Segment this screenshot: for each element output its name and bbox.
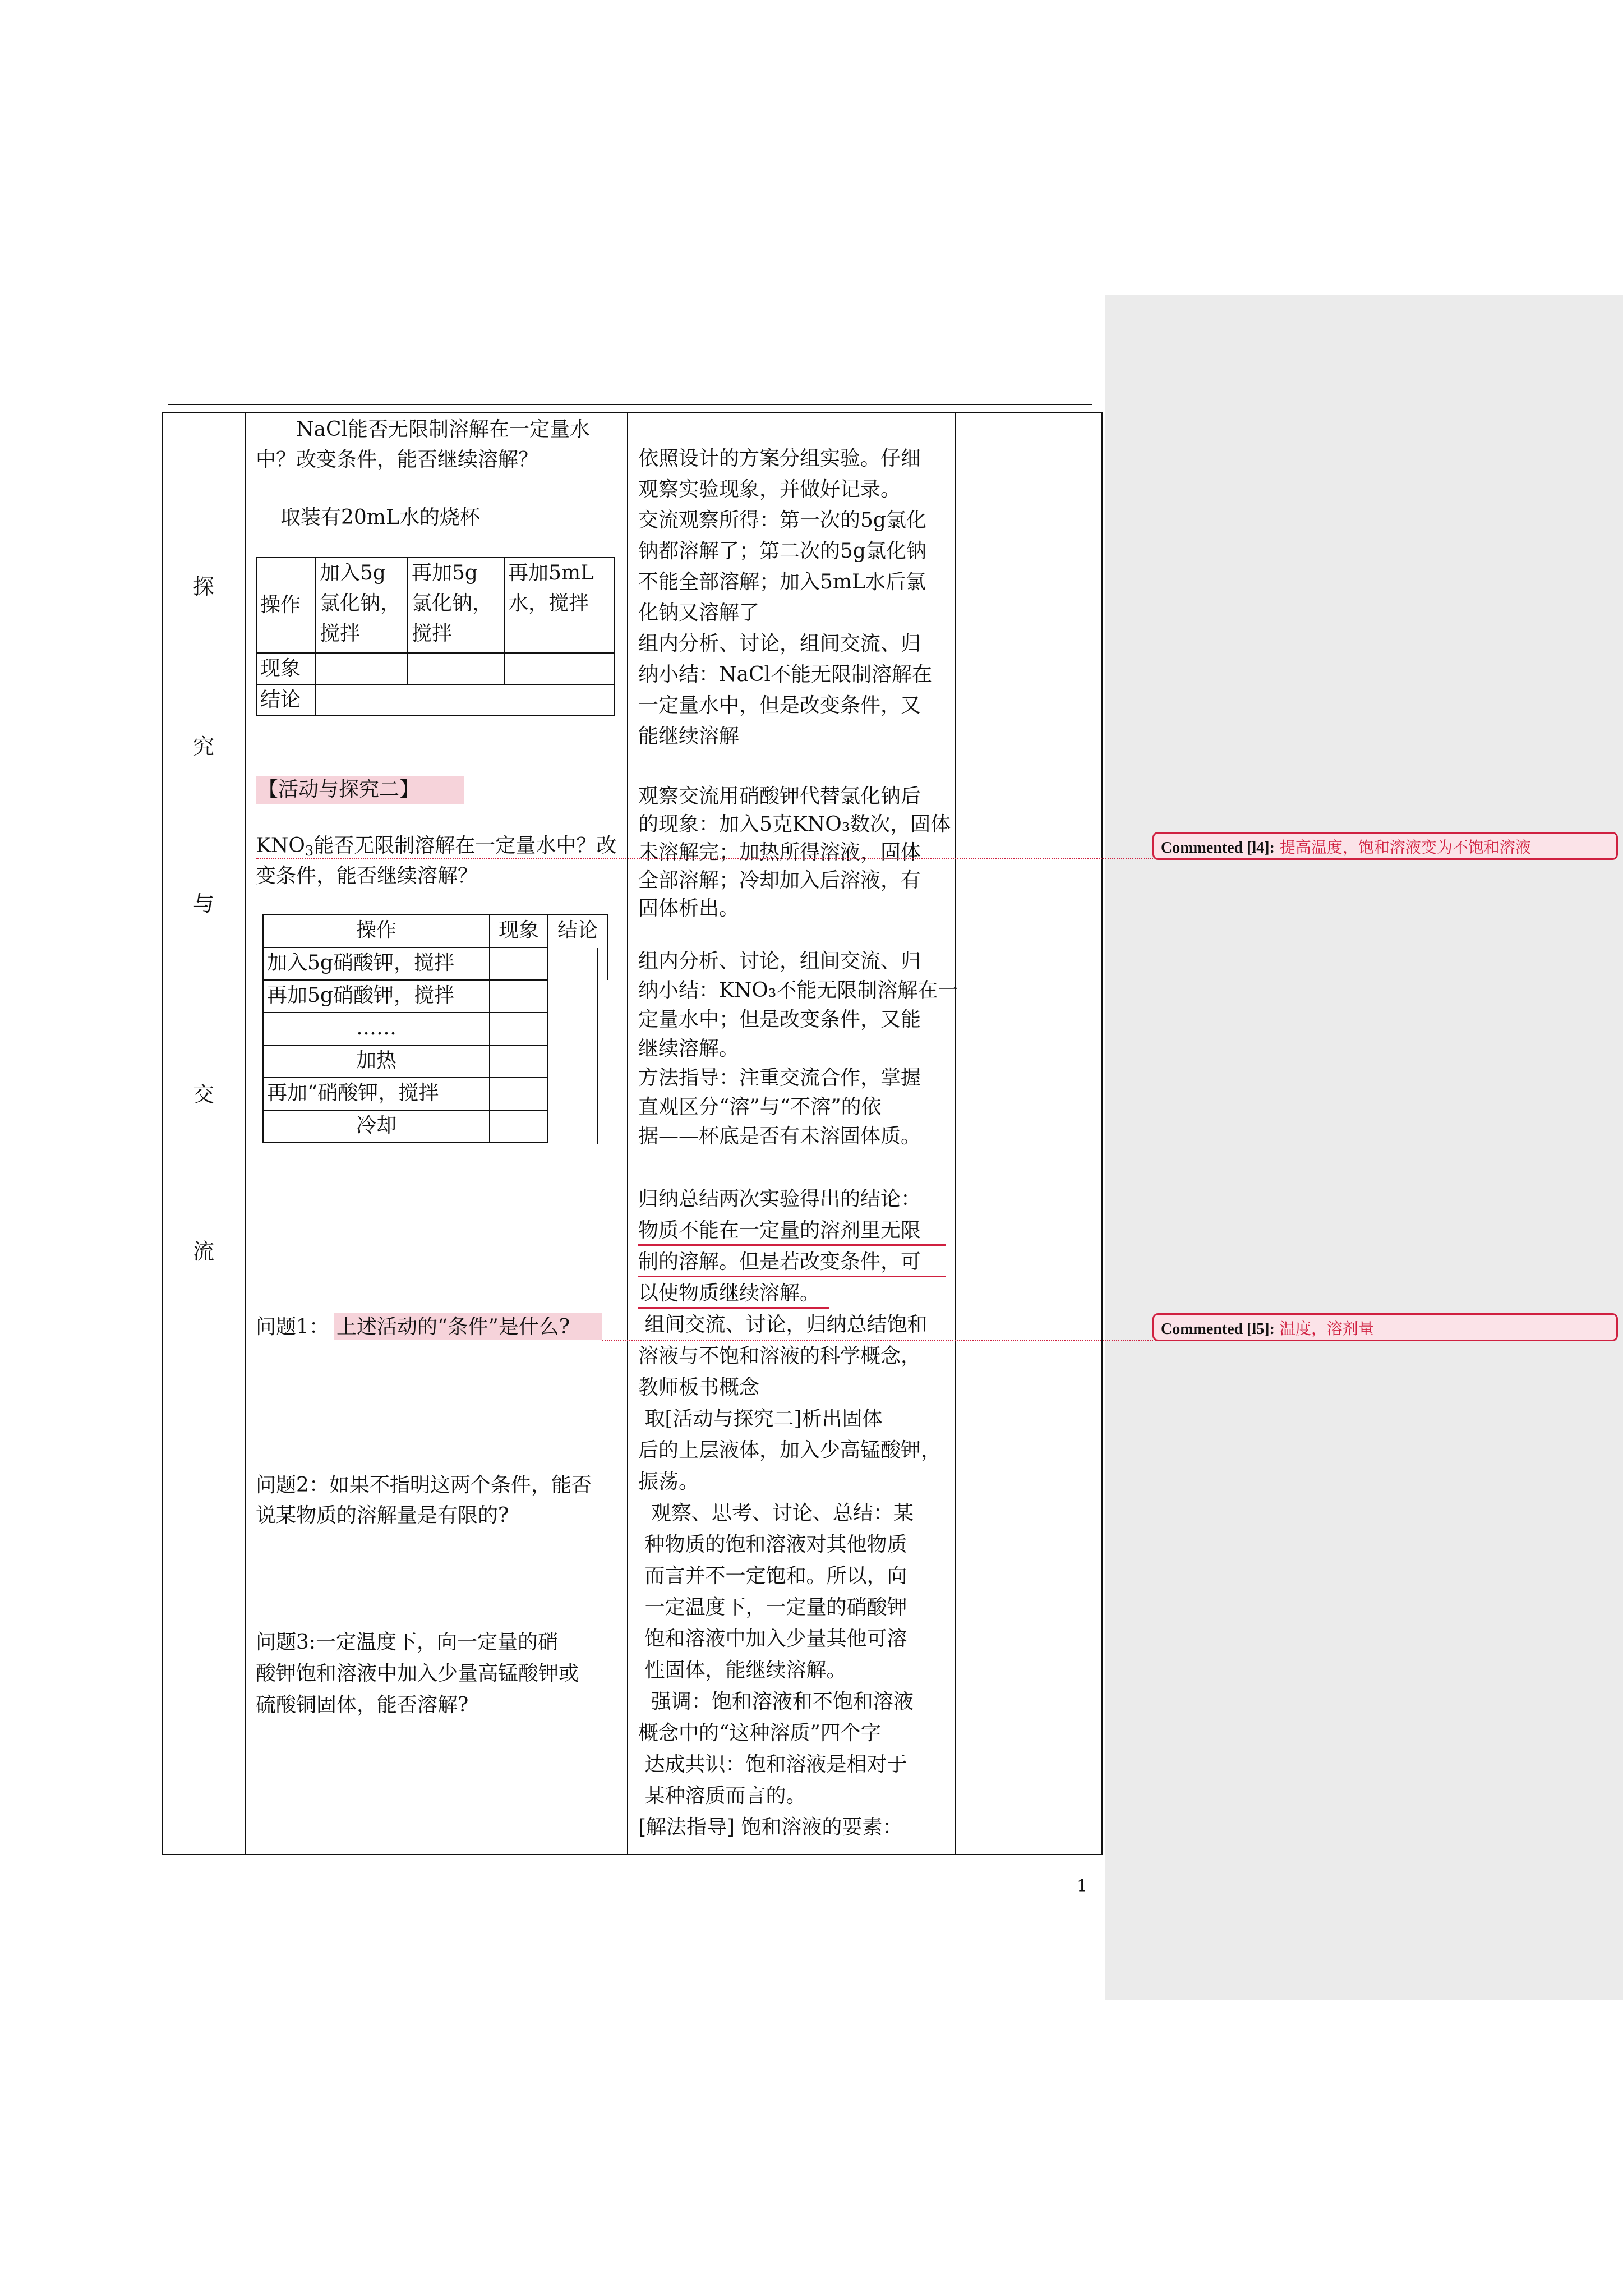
op-step3: 再加5mL 水，搅拌 bbox=[504, 558, 614, 653]
kno3-question-line1: $KNO_3$能否无限制溶解在一定量水中？改 bbox=[256, 834, 617, 859]
nacl-table bbox=[256, 557, 615, 716]
col3-block-b: 观察交流用硝酸钾代替氯化钠后 的现象：加入5克KNO₃数次，固体 未溶解完；加热所得溶液，固体 全部溶解；冷却加入后溶液，有 固体析出。 bbox=[638, 785, 951, 920]
tracked-underline bbox=[638, 1307, 829, 1309]
comment-connector bbox=[602, 1340, 1153, 1341]
question2-line2: 说某物质的溶解量是有限的? bbox=[256, 1504, 509, 1527]
nacl-question-line1: NaCl能否无限制溶解在一定量水 bbox=[296, 418, 591, 441]
kno3-table bbox=[262, 914, 608, 1143]
kno3-question-line2: 变条件，能否继续溶解？ bbox=[256, 864, 478, 887]
table-row: 冷却 bbox=[263, 1110, 490, 1143]
table-row: …… bbox=[263, 1013, 490, 1045]
page-number: 1 bbox=[1077, 1876, 1088, 1896]
table-row: 再加5g硝酸钾，搅拌 bbox=[263, 980, 490, 1013]
side-title-char: 究 bbox=[193, 734, 215, 759]
activity2-heading: 【活动与探究二】 bbox=[258, 778, 420, 801]
comment-connector bbox=[256, 858, 1153, 859]
question1-label: 问题1： bbox=[256, 1315, 329, 1338]
tracked-underline bbox=[638, 1244, 946, 1246]
question1-text: 上述活动的“条件”是什么? bbox=[336, 1315, 570, 1338]
question3-line3: 硫酸铜固体，能否溶解? bbox=[256, 1694, 469, 1717]
col3-block-a: 依照设计的方案分组实验。仔细 观察实验现象，并做好记录。 交流观察所得：第一次的5g氯化 钠都溶解了；第二次的5g氯化钠 不能全部溶解；加入5mL水后氯 化钠又溶解了 组内分析、讨论，组间交流、归 纳小结：NaCl不能无限制溶解在 一定量水中，但是改变条件，又 能继续溶解 bbox=[638, 447, 933, 748]
nacl-question-line2: 中？改变条件，能否继续溶解？ bbox=[256, 448, 539, 471]
table-row: 再加“硝酸钾，搅拌 bbox=[263, 1078, 490, 1110]
op-step1: 加入5g 氯化钠， 搅拌 bbox=[316, 558, 408, 653]
header-rule bbox=[168, 404, 1092, 405]
question3-line2: 酸钾饱和溶液中加入少量高锰酸钾或 bbox=[256, 1662, 579, 1685]
side-title-char: 交 bbox=[193, 1082, 215, 1107]
op-step2: 再加5g 氯化钠， 搅拌 bbox=[408, 558, 504, 653]
th-conclusion: 结论 bbox=[548, 915, 607, 947]
side-title-char: 探 bbox=[193, 574, 215, 599]
row-phenomenon: 现象 bbox=[256, 653, 316, 684]
side-title-char: 与 bbox=[193, 891, 215, 916]
comment-l4[interactable]: Commented [l4]: 提高温度，饱和溶液变为不饱和溶液 bbox=[1152, 832, 1618, 860]
row-conclusion: 结论 bbox=[256, 684, 316, 716]
table-row: 加热 bbox=[263, 1045, 490, 1078]
beaker-text: 取装有20mL水的烧杯 bbox=[280, 506, 480, 529]
question2-line1: 问题2：如果不指明这两个条件，能否 bbox=[256, 1474, 592, 1497]
comment-l5[interactable]: Commented [l5]: 温度，溶剂量 bbox=[1152, 1313, 1618, 1341]
col3-block-c: 组内分析、讨论，组间交流、归 纳小结：KNO₃不能无限制溶解在一 定量水中；但是改变条件，又能 继续溶解。 方法指导：注重交流合作，掌握 直观区分“溶”与“不溶”的依 据——杯底是否有未溶固体质。 bbox=[638, 950, 958, 1148]
op-label: 操作 bbox=[256, 558, 316, 653]
tracked-underline bbox=[638, 1276, 946, 1277]
col3-block-d: 归纳总结两次实验得出的结论： 物质不能在一定量的溶剂里无限 制的溶解。但是若改变条件，可 以使物质继续溶解。 组间交流、讨论，归纳总结饱和 溶液与不饱和溶液的科学概念， 教师板书概念 取[活动与探究二]析出固体 后的上层液体，加入少高锰酸钾， 振荡。 观察、思考、讨论、总结：某 种物质的饱和溶液对其他物质 而言并不一定饱和。所以，向 一定温度下，一定量的硝酸钾 饱和溶液中加入少量其他可溶 性固体，能继续溶解。 强调：饱和溶液和不饱和溶液 概念中的“这种溶质”四个字 达成共识：饱和溶液是相对于 某种溶质而言的。 [解法指导] 饱和溶液的要素： bbox=[638, 1188, 942, 1839]
side-title-char: 流 bbox=[193, 1239, 215, 1264]
table-row: 加入5g硝酸钾，搅拌 bbox=[263, 947, 490, 980]
question3-line1: 问题3:一定温度下，向一定量的硝 bbox=[256, 1631, 559, 1654]
th-operation: 操作 bbox=[263, 915, 490, 947]
comment-sidebar bbox=[1105, 295, 1623, 2000]
th-phenomenon: 现象 bbox=[490, 915, 548, 947]
